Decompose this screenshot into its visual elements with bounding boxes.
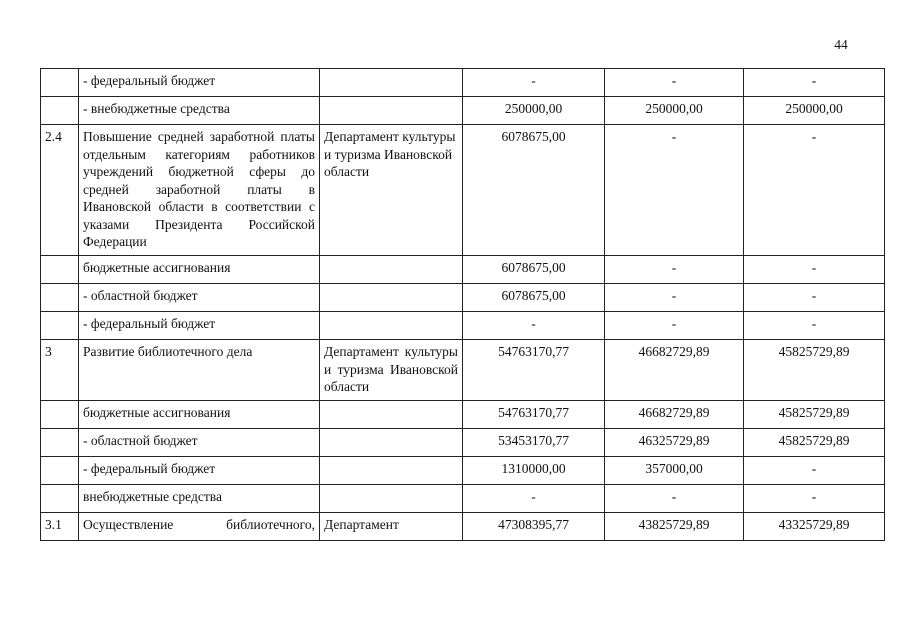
amount-year3-cell: 43325729,89 bbox=[744, 513, 885, 541]
activity-name-cell: бюджетные ассигнования bbox=[79, 256, 320, 284]
row-number-cell: 3.1 bbox=[41, 513, 79, 541]
row-number-cell bbox=[41, 485, 79, 513]
amount-year3-cell: - bbox=[744, 312, 885, 340]
amount-year2-cell: - bbox=[605, 256, 744, 284]
amount-year2-cell: 46682729,89 bbox=[605, 401, 744, 429]
amount-year3-cell: 45825729,89 bbox=[744, 401, 885, 429]
table-row bbox=[41, 429, 885, 457]
table-row bbox=[41, 312, 885, 340]
department-cell bbox=[320, 312, 463, 340]
amount-year1-cell: 250000,00 bbox=[463, 97, 605, 125]
amount-year1-cell: 54763170,77 bbox=[463, 340, 605, 401]
row-number-cell: 3 bbox=[41, 340, 79, 401]
amount-year3-cell: - bbox=[744, 256, 885, 284]
amount-year1-cell: 1310000,00 bbox=[463, 457, 605, 485]
row-number-cell bbox=[41, 401, 79, 429]
row-number-cell bbox=[41, 429, 79, 457]
activity-name-cell: - федеральный бюджет bbox=[79, 312, 320, 340]
amount-year1-cell: 54763170,77 bbox=[463, 401, 605, 429]
activity-name-cell: Повышение средней заработной платы отдельным категориям работников учреждений бюджетной сферы до средней заработной платы в Ивановской области в соответствии с указами Президента Российской Федерации bbox=[79, 125, 320, 256]
amount-year2-cell: 357000,00 bbox=[605, 457, 744, 485]
amount-year1-cell: 6078675,00 bbox=[463, 256, 605, 284]
amount-year3-cell: - bbox=[744, 485, 885, 513]
department-cell bbox=[320, 284, 463, 312]
page-number: 44 bbox=[834, 37, 848, 52]
table-row bbox=[41, 69, 885, 97]
department-cell bbox=[320, 256, 463, 284]
amount-year1-cell: 6078675,00 bbox=[463, 284, 605, 312]
amount-year2-cell: 46325729,89 bbox=[605, 429, 744, 457]
amount-year3-cell: - bbox=[744, 284, 885, 312]
department-cell bbox=[320, 429, 463, 457]
table-row bbox=[41, 513, 885, 541]
table-row bbox=[41, 125, 885, 256]
activity-name-cell: - внебюджетные средства bbox=[79, 97, 320, 125]
table-row bbox=[41, 284, 885, 312]
amount-year1-cell: 47308395,77 bbox=[463, 513, 605, 541]
row-number-cell bbox=[41, 69, 79, 97]
amount-year1-cell: 6078675,00 bbox=[463, 125, 605, 256]
row-number-cell bbox=[41, 457, 79, 485]
table-row bbox=[41, 340, 885, 401]
amount-year2-cell: - bbox=[605, 312, 744, 340]
activity-name-cell: Осуществление библиотечного, bbox=[79, 513, 320, 541]
department-cell: Департамент bbox=[320, 513, 463, 541]
department-cell bbox=[320, 401, 463, 429]
amount-year3-cell: 45825729,89 bbox=[744, 340, 885, 401]
activity-name-cell: внебюджетные средства bbox=[79, 485, 320, 513]
department-cell bbox=[320, 97, 463, 125]
row-number-cell bbox=[41, 284, 79, 312]
department-cell bbox=[320, 485, 463, 513]
activity-name-cell: - областной бюджет bbox=[79, 284, 320, 312]
amount-year2-cell: - bbox=[605, 284, 744, 312]
department-cell bbox=[320, 69, 463, 97]
amount-year3-cell: - bbox=[744, 69, 885, 97]
amount-year3-cell: 250000,00 bbox=[744, 97, 885, 125]
amount-year2-cell: 250000,00 bbox=[605, 97, 744, 125]
amount-year3-cell: - bbox=[744, 125, 885, 256]
amount-year1-cell: - bbox=[463, 485, 605, 513]
table-row bbox=[41, 97, 885, 125]
table-row bbox=[41, 485, 885, 513]
budget-table bbox=[40, 68, 885, 541]
amount-year2-cell: 46682729,89 bbox=[605, 340, 744, 401]
row-number-cell: 2.4 bbox=[41, 125, 79, 256]
activity-name-cell: Развитие библиотечного дела bbox=[79, 340, 320, 401]
amount-year2-cell: - bbox=[605, 485, 744, 513]
amount-year3-cell: 45825729,89 bbox=[744, 429, 885, 457]
amount-year2-cell: 43825729,89 bbox=[605, 513, 744, 541]
table-row bbox=[41, 256, 885, 284]
amount-year3-cell: - bbox=[744, 457, 885, 485]
row-number-cell bbox=[41, 97, 79, 125]
activity-name-cell: бюджетные ассигнования bbox=[79, 401, 320, 429]
department-cell bbox=[320, 457, 463, 485]
activity-name-cell: - федеральный бюджет bbox=[79, 457, 320, 485]
department-cell: Департамент культуры и туризма Ивановской области bbox=[320, 125, 463, 256]
amount-year1-cell: - bbox=[463, 69, 605, 97]
department-cell: Департамент культуры и туризма Ивановской области bbox=[320, 340, 463, 401]
activity-name-cell: - федеральный бюджет bbox=[79, 69, 320, 97]
amount-year2-cell: - bbox=[605, 69, 744, 97]
row-number-cell bbox=[41, 256, 79, 284]
activity-name-cell: - областной бюджет bbox=[79, 429, 320, 457]
amount-year2-cell: - bbox=[605, 125, 744, 256]
amount-year1-cell: 53453170,77 bbox=[463, 429, 605, 457]
table-row bbox=[41, 401, 885, 429]
table-row bbox=[41, 457, 885, 485]
amount-year1-cell: - bbox=[463, 312, 605, 340]
row-number-cell bbox=[41, 312, 79, 340]
